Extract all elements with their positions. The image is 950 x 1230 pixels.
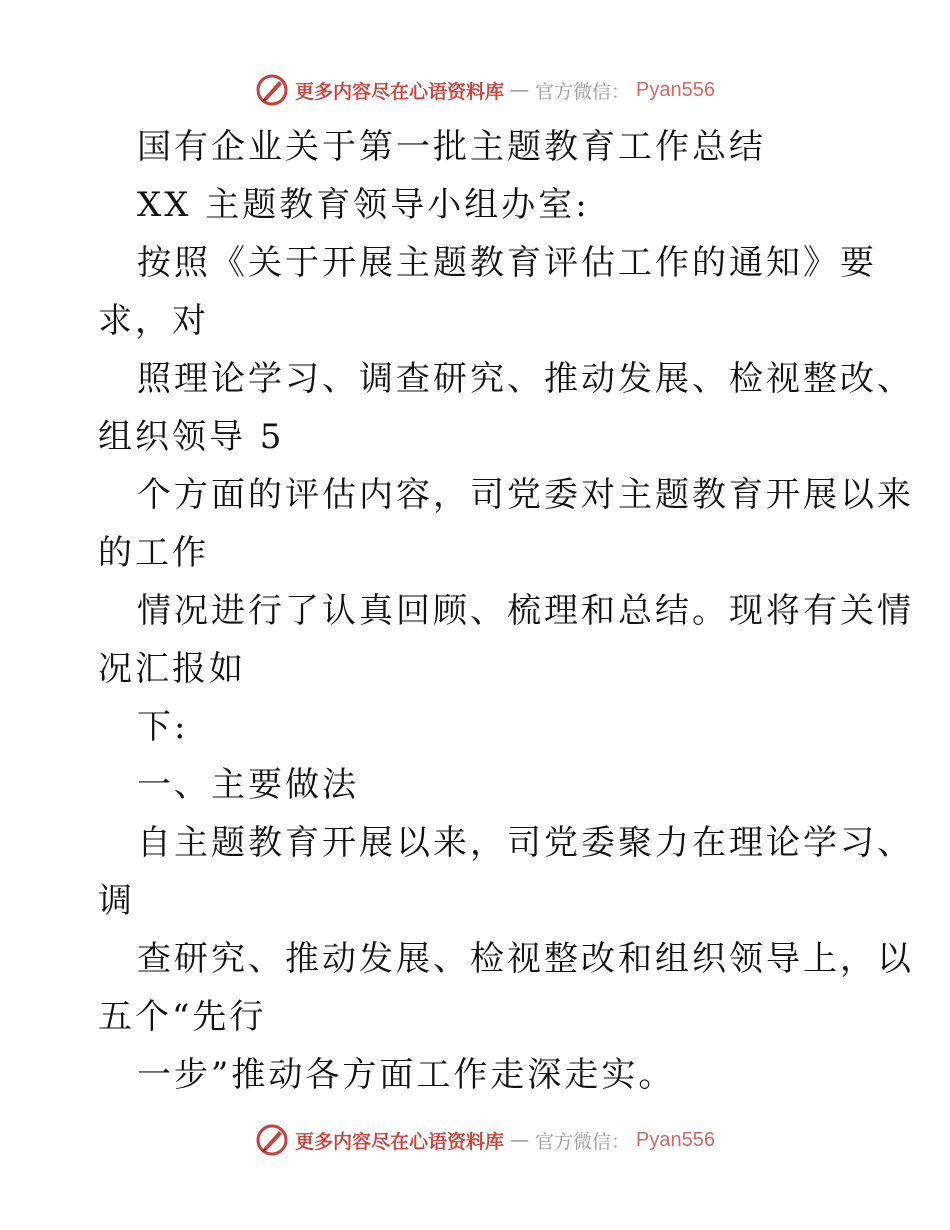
watermark-wechat-id: Pyan556 <box>636 1128 715 1151</box>
document-addressee: XX 主题教育领导小组办室: <box>137 185 590 225</box>
body-line: 个方面的评估内容，司党委对主题教育开展以来 <box>137 475 914 515</box>
body-line: 一步”推动各方面工作走深走实。 <box>137 1055 676 1095</box>
body-line: 组织领导 5 <box>98 417 285 457</box>
watermark-slogan: 更多内容尽在心语资料库 <box>295 1130 505 1153</box>
watermark-banner-bottom <box>0 1120 950 1160</box>
watermark-content <box>255 1123 715 1157</box>
watermark-wechat-id: Pyan556 <box>636 78 715 101</box>
body-line: 的工作 <box>98 533 209 573</box>
body-line: 自主题教育开展以来，司党委聚力在理论学习、 <box>137 823 914 863</box>
body-line: 调 <box>98 881 135 921</box>
quill-pen-logo-icon <box>255 1123 289 1157</box>
watermark-official-label: 官方微信： <box>535 80 631 103</box>
body-line: 情况进行了认真回顾、梳理和总结。现将有关情 <box>137 591 914 631</box>
body-line: 照理论学习、调查研究、推动发展、检视整改、 <box>137 359 914 399</box>
watermark-dash: — <box>510 1129 530 1151</box>
watermark-official-label: 官方微信： <box>535 1130 631 1153</box>
document-title: 国有企业关于第一批主题教育工作总结 <box>137 127 766 167</box>
watermark-slogan: 更多内容尽在心语资料库 <box>295 80 505 103</box>
watermark-content <box>255 73 715 107</box>
body-line: 五个“先行 <box>98 997 267 1037</box>
body-line: 下: <box>137 707 189 747</box>
quill-pen-logo-icon <box>255 73 289 107</box>
body-line: 求，对 <box>98 301 209 341</box>
body-line: 查研究、推动发展、检视整改和组织领导上，以 <box>137 939 914 979</box>
body-line: 况汇报如 <box>98 649 246 689</box>
watermark-dash: — <box>510 79 530 101</box>
section-heading: 一、主要做法 <box>137 765 359 805</box>
body-line: 按照《关于开展主题教育评估工作的通知》要 <box>137 243 877 283</box>
watermark-banner-top <box>0 70 950 110</box>
